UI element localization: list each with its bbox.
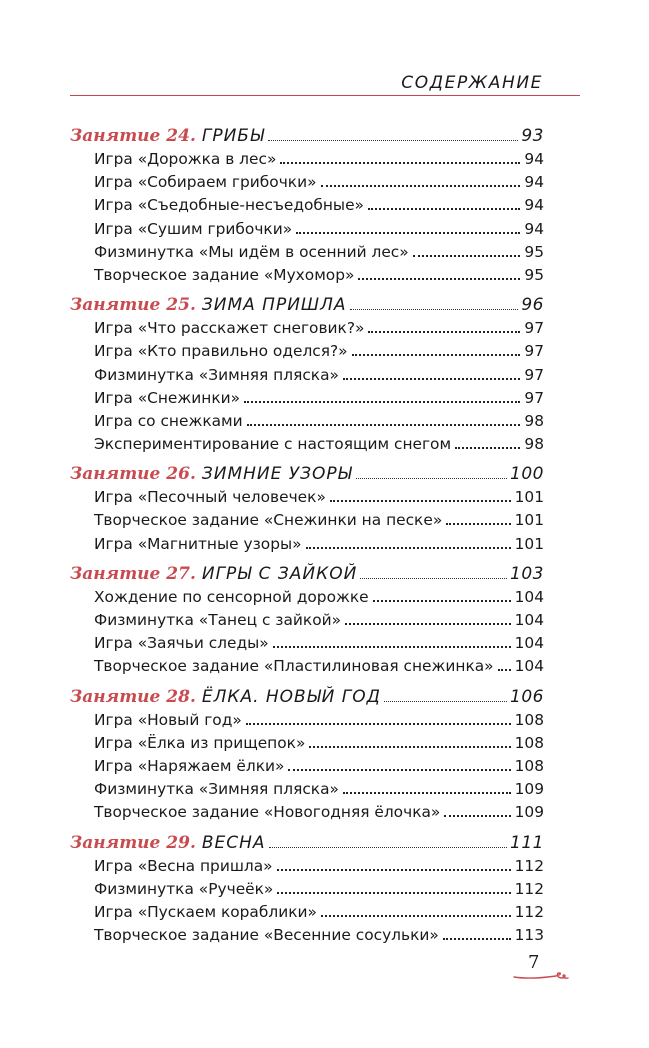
toc-lesson-heading[interactable] [70, 687, 544, 711]
dot-leader [498, 669, 511, 671]
dot-leader [277, 869, 511, 871]
lesson-title: ВЕСНА [201, 832, 266, 853]
toc-entry-label: Творческое задание «Пластилиновая снежинка» [94, 657, 494, 676]
dot-leader [368, 208, 520, 210]
toc-entry-page: 108 [514, 733, 544, 752]
dot-leader [345, 623, 511, 625]
dot-leader [321, 915, 511, 917]
toc-entry-page: 112 [514, 902, 544, 921]
lesson-number: Занятие 25. [70, 295, 196, 316]
toc-entry[interactable] [70, 266, 544, 289]
toc-entry-label: Игра «Новый год» [94, 710, 242, 729]
toc-entry[interactable] [70, 243, 544, 266]
lesson-title: ЗИМНИЕ УЗОРЫ [201, 464, 353, 485]
toc-entry[interactable] [70, 611, 544, 634]
toc-entry-label: Творческое задание «Новогодняя ёлочка» [94, 803, 441, 822]
toc-lesson-heading[interactable] [70, 464, 544, 488]
toc-entry-label: Физминутка «Зимняя пляска» [94, 780, 339, 799]
toc-entry[interactable] [70, 173, 544, 196]
lesson-number: Занятие 27. [70, 563, 196, 584]
lesson-page-number: 103 [510, 563, 544, 584]
toc-entry-label: Игра «Заячьи следы» [94, 634, 269, 653]
toc-entry-label: Физминутка «Ручеёк» [94, 879, 274, 898]
dot-leader [455, 447, 520, 449]
dot-leader [343, 378, 520, 380]
dot-leader [352, 354, 521, 356]
lesson-page-number: 106 [510, 686, 544, 707]
page-number: 7 [528, 952, 540, 973]
lesson-title: ГРИБЫ [201, 126, 265, 146]
toc-lesson-heading[interactable] [70, 126, 544, 150]
toc-entry[interactable] [70, 711, 544, 734]
lesson-number: Занятие 26. [70, 464, 196, 485]
toc-entry-page: 104 [514, 611, 544, 629]
toc-entry-label: Игра со снежками [94, 411, 243, 430]
toc-entry[interactable] [70, 196, 544, 219]
dot-leader [268, 140, 518, 141]
dot-leader [277, 892, 510, 894]
dot-leader [358, 278, 520, 280]
toc-entry[interactable] [70, 757, 544, 780]
toc-entry[interactable] [70, 857, 544, 880]
toc-entry[interactable] [70, 435, 544, 458]
toc-entry-page: 104 [514, 587, 544, 606]
toc-entry[interactable] [70, 412, 544, 435]
toc-entry-page: 101 [514, 488, 544, 507]
toc-entry[interactable] [70, 803, 544, 826]
toc-entry-page: 112 [514, 856, 544, 875]
toc-entry-page: 97 [524, 365, 544, 384]
toc-entry-page: 101 [514, 534, 544, 553]
dot-leader [280, 162, 520, 164]
dot-leader [360, 578, 507, 579]
page-number-swoosh-icon [512, 970, 572, 982]
toc-entry-page: 97 [524, 342, 544, 361]
toc-entry[interactable] [70, 734, 544, 757]
dot-leader [288, 769, 510, 771]
toc-entry-page: 98 [524, 411, 544, 430]
dot-leader [296, 232, 520, 234]
toc-entry-page: 108 [514, 756, 544, 775]
lesson-title: ЁЛКА. НОВЫЙ ГОД [201, 686, 381, 707]
toc-entry-page: 94 [524, 219, 544, 238]
toc-entry-label: Игра «Снежинки» [94, 388, 241, 407]
toc-entry-label: Игра «Съедобные-несъедобные» [94, 196, 364, 215]
toc-entry-label: Игра «Сушим грибочки» [94, 219, 293, 238]
toc-entry[interactable] [70, 389, 544, 412]
lesson-page-number: 111 [510, 832, 544, 853]
dot-leader [356, 478, 507, 479]
dot-leader [309, 746, 510, 748]
toc-entry[interactable] [70, 511, 544, 534]
lesson-number: Занятие 29. [70, 832, 196, 853]
toc-entry-page: 97 [524, 319, 544, 338]
toc-entry-page: 98 [524, 435, 544, 454]
page-header-title: СОДЕРЖАНИЕ [401, 73, 543, 93]
toc-lesson-heading[interactable] [70, 564, 544, 588]
toc-entry-page: 113 [514, 926, 544, 945]
toc-entry-label: Физминутка «Мы идём в осенний лес» [94, 242, 409, 261]
toc-entry-label: Игра «Весна пришла» [94, 856, 273, 875]
toc-entry[interactable] [70, 903, 544, 926]
toc-entry-page: 101 [514, 511, 544, 530]
toc-entry-page: 109 [514, 780, 544, 799]
toc-entry[interactable] [70, 319, 544, 342]
toc-entry-page: 109 [514, 803, 544, 822]
toc-entry-label: Физминутка «Зимняя пляска» [94, 365, 339, 384]
toc-entry-page: 94 [524, 150, 544, 168]
dot-leader [306, 547, 511, 549]
toc-entry-page: 97 [524, 388, 544, 407]
toc-entry[interactable] [70, 588, 544, 611]
toc-entry-label: Творческое задание «Снежинки на песке» [94, 511, 443, 530]
toc-entry[interactable] [70, 342, 544, 365]
dot-leader [269, 847, 508, 848]
toc-entry-page: 94 [524, 196, 544, 215]
toc-entry[interactable] [70, 366, 544, 389]
dot-leader [273, 646, 511, 648]
toc-entry-page: 94 [524, 173, 544, 192]
toc-entry[interactable] [70, 780, 544, 803]
toc-entry[interactable] [70, 634, 544, 657]
toc-lesson-heading[interactable] [70, 833, 544, 857]
toc-entry[interactable] [70, 657, 544, 680]
toc-entry-label: Игра «Магнитные узоры» [94, 534, 302, 553]
header-divider [70, 95, 580, 96]
toc-entry-label: Игра «Что расскажет снеговик?» [94, 319, 365, 338]
toc-entry[interactable] [70, 926, 544, 949]
toc-entry-page: 108 [514, 710, 544, 729]
toc-entry[interactable] [70, 535, 544, 558]
dot-leader [413, 255, 521, 257]
toc-entry-label: Игра «Наряжаем ёлки» [94, 756, 285, 775]
dot-leader [350, 309, 519, 310]
dot-leader [373, 600, 511, 602]
lesson-title: ИГРЫ С ЗАЙКОЙ [201, 563, 358, 584]
toc-entry-label: Игра «Кто правильно оделся?» [94, 342, 348, 361]
dot-leader [368, 331, 520, 333]
dot-leader [384, 701, 507, 702]
lesson-number: Занятие 24. [70, 126, 196, 146]
toc-entry[interactable] [70, 880, 544, 903]
toc-entry-label: Игра «Песочный человечек» [94, 488, 326, 507]
toc-entry[interactable] [70, 488, 544, 511]
toc-entry-label: Игра «Пускаем кораблики» [94, 902, 317, 921]
toc-entry-label: Игра «Ёлка из прищепок» [94, 733, 306, 752]
dot-leader [244, 401, 520, 403]
dot-leader [330, 500, 511, 502]
dot-leader [321, 185, 521, 187]
lesson-title: ЗИМА ПРИШЛА [201, 295, 347, 316]
toc-entry-page: 112 [514, 879, 544, 898]
dot-leader [343, 792, 511, 794]
toc-entry-label: Хождение по сенсорной дорожке [94, 587, 369, 606]
toc-entry-label: Игра «Дорожка в лес» [94, 150, 277, 168]
toc-entry[interactable] [70, 150, 544, 173]
dot-leader [446, 523, 510, 525]
toc-entry-page: 95 [524, 242, 544, 261]
toc-entry-page: 104 [514, 634, 544, 653]
dot-leader [247, 424, 521, 426]
toc-entry-label: Творческое задание «Весенние сосульки» [94, 926, 439, 945]
toc-entry-label: Физминутка «Танец с зайкой» [94, 611, 342, 629]
lesson-page-number: 96 [521, 295, 544, 316]
lesson-page-number: 100 [510, 464, 544, 485]
toc-entry-label: Игра «Собираем грибочки» [94, 173, 317, 192]
toc-lesson-heading[interactable] [70, 295, 544, 319]
dot-leader [246, 723, 511, 725]
toc-entry[interactable] [70, 220, 544, 243]
dot-leader [443, 938, 511, 940]
toc-entry-page: 104 [514, 657, 544, 676]
table-of-contents [70, 126, 544, 949]
toc-entry-label: Экспериментирование с настоящим снегом [94, 435, 452, 454]
dot-leader [444, 815, 510, 817]
lesson-page-number: 93 [521, 126, 544, 146]
toc-entry-page: 95 [524, 265, 544, 284]
lesson-number: Занятие 28. [70, 686, 196, 707]
toc-entry-label: Творческое задание «Мухомор» [94, 265, 355, 284]
